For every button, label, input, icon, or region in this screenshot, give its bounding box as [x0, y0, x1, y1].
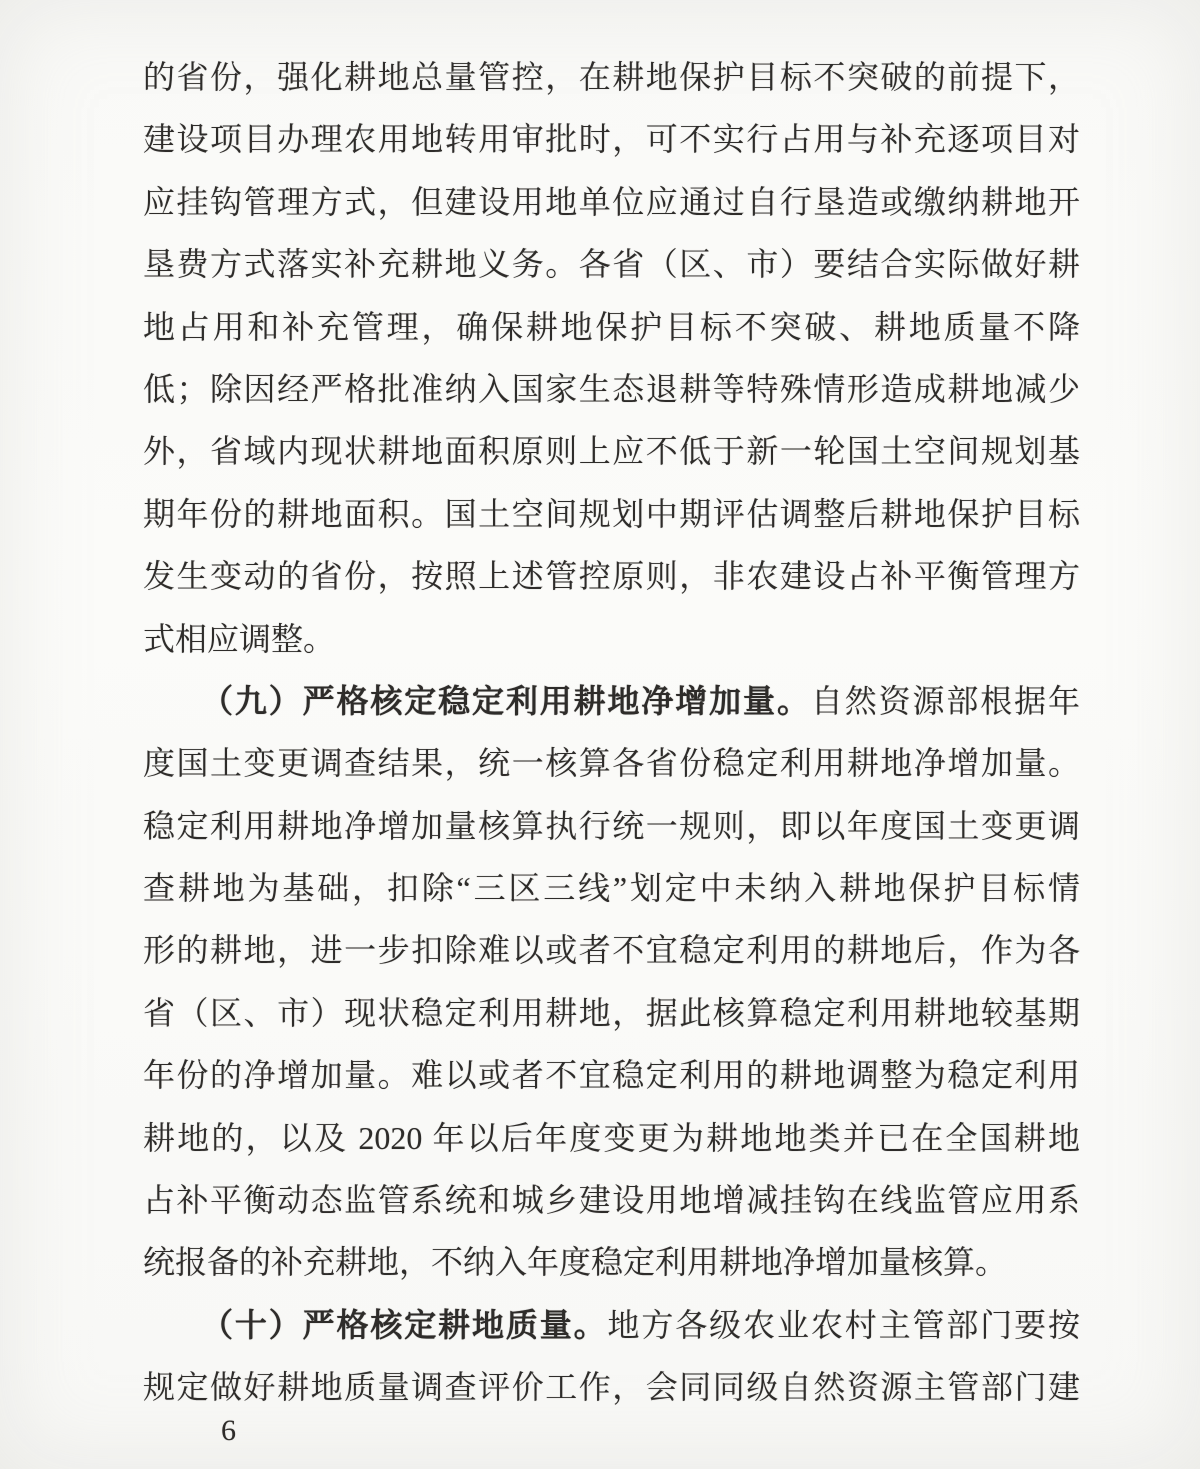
- text-line: [143, 670, 1080, 732]
- text-line: [143, 108, 1080, 170]
- body-text: 形的耕地，进一步扣除难以或者不宜稳定利用的耕地后，作为各: [143, 932, 1080, 969]
- text-line: [143, 296, 1080, 358]
- text-line: [143, 483, 1080, 545]
- text-line: [143, 171, 1080, 233]
- body-text: 地方各级农业农村主管部门要按: [607, 1306, 1080, 1343]
- body-text: 度国土变更调查结果，统一核算各省份稳定利用耕地净增加量。: [143, 745, 1080, 782]
- body-text: 统报备的补充耕地，不纳入年度稳定利用耕地净增加量核算。: [143, 1244, 1008, 1281]
- text-line: [143, 1169, 1080, 1231]
- text-line: [143, 732, 1080, 794]
- body-text: 规定做好耕地质量调查评价工作，会同同级自然资源主管部门建: [143, 1369, 1080, 1406]
- text-line: [143, 233, 1080, 295]
- body-text: 的省份，强化耕地总量管控，在耕地保护目标不突破的前提下，: [143, 59, 1080, 95]
- body-text: 耕地的，以及 2020 年以后年度变更为耕地地类并已在全国耕地: [143, 1119, 1080, 1156]
- text-line: [143, 420, 1080, 482]
- body-text: 建设项目办理农用地转用审批时，可不实行占用与补充逐项目对: [143, 121, 1080, 158]
- text-body: [143, 46, 1080, 1419]
- text-line: [143, 545, 1080, 607]
- text-line: [143, 1294, 1080, 1356]
- body-text: 外，省域内现状耕地面积原则上应不低于新一轮国土空间规划基: [143, 433, 1080, 470]
- text-line: [143, 982, 1080, 1044]
- body-text: 式相应调整。: [143, 620, 336, 657]
- body-text: 自然资源部根据年: [810, 682, 1080, 719]
- body-text: 占补平衡动态监管系统和城乡建设用地增减挂钩在线监管应用系: [143, 1182, 1080, 1219]
- body-text: 地占用和补充管理，确保耕地保护目标不突破、耕地质量不降: [143, 308, 1080, 345]
- text-line: [143, 795, 1080, 857]
- text-line: [143, 1107, 1080, 1169]
- body-text: 查耕地为基础，扣除“三区三线”划定中未纳入耕地保护目标情: [143, 870, 1080, 907]
- page-number: 6: [221, 1414, 236, 1447]
- text-line: [143, 46, 1080, 108]
- text-line: [143, 358, 1080, 420]
- body-text: 省（区、市）现状稳定利用耕地，据此核算稳定利用耕地较基期: [143, 994, 1080, 1031]
- text-line: [143, 1356, 1080, 1418]
- body-text: 发生变动的省份，按照上述管控原则，非农建设占补平衡管理方: [143, 558, 1080, 595]
- text-line: [143, 1044, 1080, 1106]
- body-text: 期年份的耕地面积。国土空间规划中期评估调整后耕地保护目标: [143, 495, 1080, 532]
- body-text: 年份的净增加量。难以或者不宜稳定利用的耕地调整为稳定利用: [143, 1057, 1080, 1094]
- body-text: 稳定利用耕地净增加量核算执行统一规则，即以年度国土变更调: [143, 807, 1080, 844]
- body-text: 应挂钩管理方式，但建设用地单位应通过自行垦造或缴纳耕地开: [143, 183, 1080, 220]
- text-line: [143, 608, 1080, 670]
- body-text: 垦费方式落实补充耕地义务。各省（区、市）要结合实际做好耕: [143, 246, 1080, 283]
- text-line: [143, 857, 1080, 919]
- body-text: 低；除因经严格批准纳入国家生态退耕等特殊情形造成耕地减少: [143, 370, 1080, 407]
- text-line: [143, 1231, 1080, 1293]
- section-heading: （九）严格核定稳定利用耕地净增加量。: [201, 682, 811, 719]
- section-heading: （十）严格核定耕地质量。: [201, 1306, 608, 1343]
- text-line: [143, 919, 1080, 981]
